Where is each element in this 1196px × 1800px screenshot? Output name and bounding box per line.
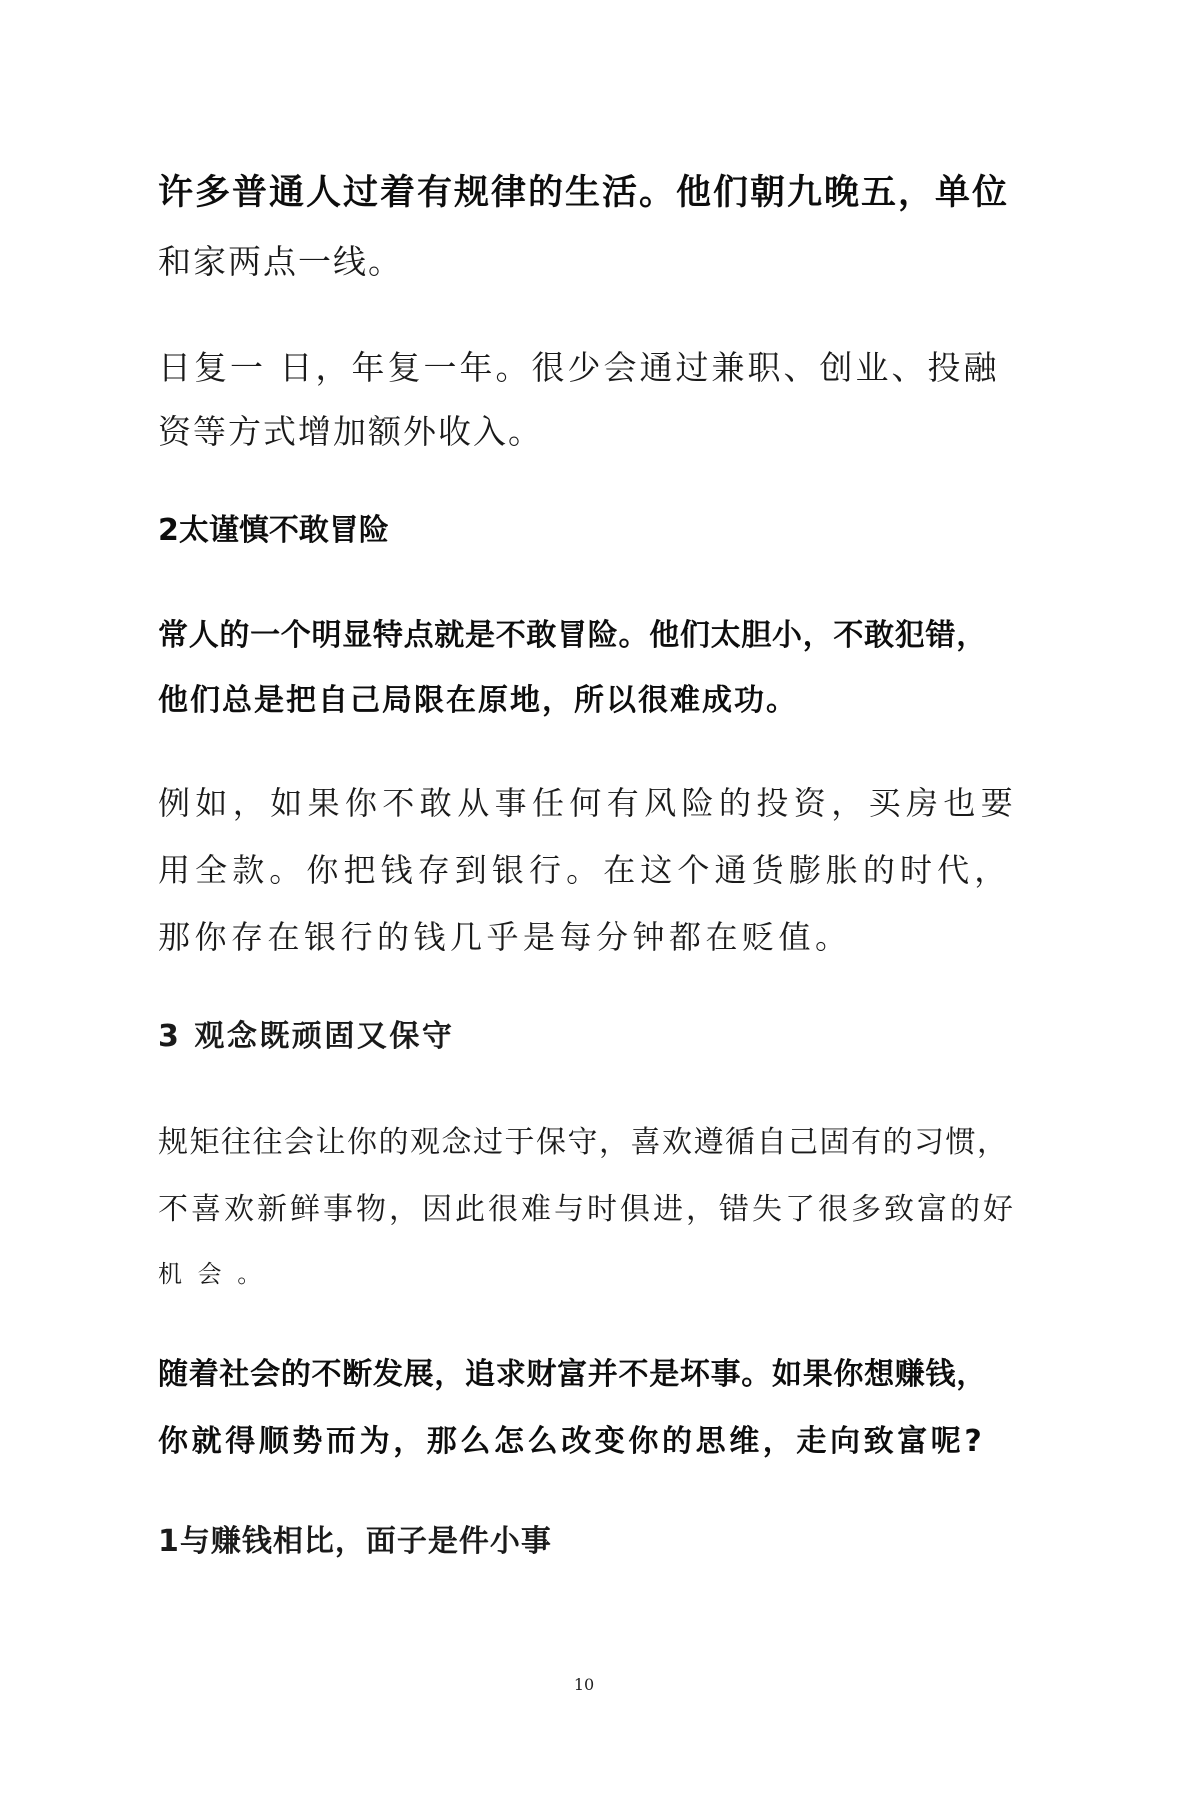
subheading-too-cautious: 2太谨慎不敢冒险: [158, 513, 389, 548]
subheading-conservative-mindset: 3 观念既顽固又保守: [158, 1019, 455, 1054]
page-number: 10: [573, 1675, 595, 1694]
paragraph-3-line-1: 常人的一个明显特点就是不敢冒险。他们太胆小，不敢犯错，: [158, 618, 987, 653]
subheading-face-vs-money: 1与赚钱相比，面子是件小事: [158, 1524, 552, 1559]
paragraph-1-line-1: 许多普通人过着有规律的生活。他们朝九晚五，单位: [158, 173, 1010, 213]
paragraph-5-line-3: 机 会 。: [158, 1260, 266, 1288]
paragraph-4-line-2: 用全款。你把钱存到银行。在这个通货膨胀的时代，: [158, 851, 1012, 889]
paragraph-2-line-2: 资等方式增加额外收入。: [158, 412, 543, 451]
paragraph-6-line-1: 随着社会的不断发展，追求财富并不是坏事。如果你想赚钱，: [158, 1357, 987, 1392]
paragraph-3-line-2: 他们总是把自己局限在原地，所以很难成功。: [158, 683, 798, 718]
paragraph-5-line-1: 规矩往往会让你的观念过于保守，喜欢遵循自己固有的习惯，: [158, 1125, 1009, 1160]
paragraph-5-line-2: 不喜欢新鲜事物，因此很难与时俱进，错失了很多致富的好: [158, 1192, 1016, 1227]
paragraph-6-line-2: 你就得顺势而为，那么怎么改变你的思维，走向致富呢?: [158, 1424, 986, 1459]
paragraph-1-line-2: 和家两点一线。: [158, 242, 403, 281]
paragraph-4-line-3: 那你存在银行的钱几乎是每分钟都在贬值。: [158, 918, 852, 956]
paragraph-4-line-1: 例如，如果你不敢从事任何有风险的投资，买房也要: [158, 784, 1019, 822]
paragraph-2-line-1: 日复一 日，年复一年。很少会通过兼职、创业、投融: [158, 348, 1000, 387]
